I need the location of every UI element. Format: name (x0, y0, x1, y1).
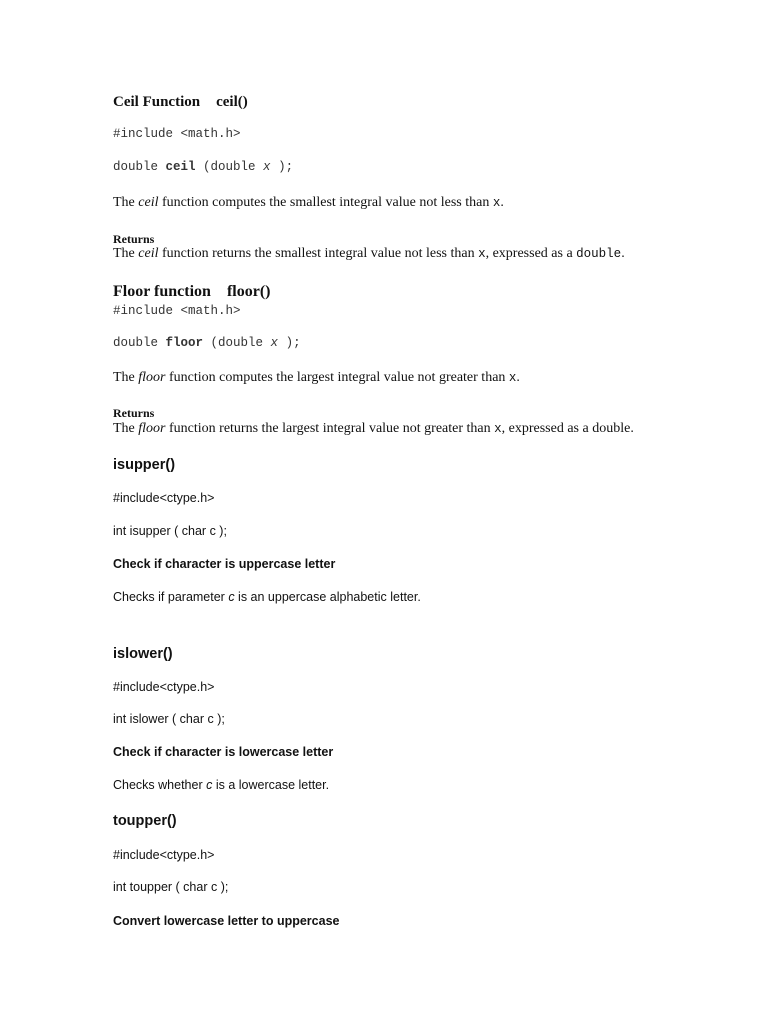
ceil-returns-text (113, 246, 625, 262)
ceil-returns-label: Returns (113, 232, 155, 246)
floor-proto-name: floor (165, 336, 204, 350)
isupper-include: #include<ctype.h> (113, 491, 215, 505)
floor-returns-label: Returns (113, 406, 155, 420)
islower-description (113, 778, 329, 792)
floor-proto-close: ); (278, 336, 301, 350)
ceil-proto-name: ceil (165, 160, 196, 174)
ceil-ret-pre: The (113, 246, 139, 261)
toupper-include: #include<ctype.h> (113, 848, 215, 862)
floor-desc-code: x (508, 371, 517, 385)
islower-heading: islower() (113, 646, 173, 662)
floor-desc-mid: function computes the largest integral value not greater than (165, 370, 509, 385)
floor-ret-em: floor (138, 421, 166, 436)
ceil-ret-mid: function returns the smallest integral value not less than (158, 246, 479, 261)
ceil-prototype (113, 160, 293, 174)
floor-desc-end: . (516, 370, 520, 385)
islower-desc-end: is a lowercase letter. (212, 778, 330, 792)
floor-proto-open: (double (203, 336, 271, 350)
islower-include: #include<ctype.h> (113, 680, 215, 694)
isupper-description (113, 590, 421, 604)
ceil-ret-em: ceil (138, 246, 159, 261)
ceil-desc-mid: function computes the smallest integral value not less than (158, 195, 493, 210)
isupper-prototype: int isupper ( char c ); (113, 524, 227, 538)
floor-desc-pre: The (113, 370, 139, 385)
ceil-desc-end: . (500, 195, 504, 210)
ceil-ret-code2: double (576, 247, 622, 261)
ceil-description (113, 195, 504, 211)
ceil-proto-param: x (263, 160, 271, 174)
toupper-prototype: int toupper ( char c ); (113, 880, 229, 894)
ceil-heading (113, 94, 248, 111)
islower-summary: Check if character is lowercase letter (113, 745, 334, 759)
floor-heading (113, 283, 270, 301)
floor-include: #include <math.h> (113, 304, 241, 318)
isupper-desc-pre: Checks if parameter (113, 590, 229, 604)
ceil-proto-close: ); (270, 160, 294, 174)
floor-ret-end: , expressed as a double. (501, 421, 634, 436)
ceil-title: Ceil Function (113, 94, 201, 110)
islower-prototype: int islower ( char c ); (113, 712, 225, 726)
ceil-ret-mid2: , expressed as a (485, 246, 577, 261)
isupper-summary: Check if character is uppercase letter (113, 557, 336, 571)
floor-desc-em: floor (138, 370, 166, 385)
ceil-desc-em: ceil (138, 195, 159, 210)
floor-prototype (113, 336, 301, 350)
ceil-desc-code: x (492, 196, 501, 210)
ceil-proto-open: (double (195, 160, 264, 174)
isupper-heading: isupper() (113, 457, 176, 473)
floor-description (113, 370, 520, 386)
ceil-name: ceil() (216, 94, 248, 110)
floor-title: Floor function (113, 283, 211, 300)
isupper-desc-end: is an uppercase alphabetic letter. (234, 590, 421, 604)
floor-proto-param: x (270, 336, 279, 350)
floor-name: floor() (226, 283, 271, 300)
isupper-desc-em: c (228, 590, 235, 604)
floor-ret-mid: function returns the largest integral value not greater than (165, 421, 495, 436)
floor-ret-code: x (494, 422, 502, 436)
ceil-include: #include <math.h> (113, 127, 241, 141)
floor-ret-pre: The (113, 421, 139, 436)
floor-proto-type: double (113, 336, 166, 350)
ceil-proto-type: double (113, 160, 166, 174)
ceil-ret-end: . (621, 246, 625, 261)
floor-returns-text (113, 421, 634, 437)
ceil-ret-code: x (478, 247, 486, 261)
islower-desc-pre: Checks whether (113, 778, 207, 792)
toupper-heading: toupper() (113, 813, 177, 829)
toupper-summary: Convert lowercase letter to uppercase (113, 914, 340, 928)
ceil-desc-pre: The (113, 195, 139, 210)
islower-desc-em: c (206, 778, 213, 792)
